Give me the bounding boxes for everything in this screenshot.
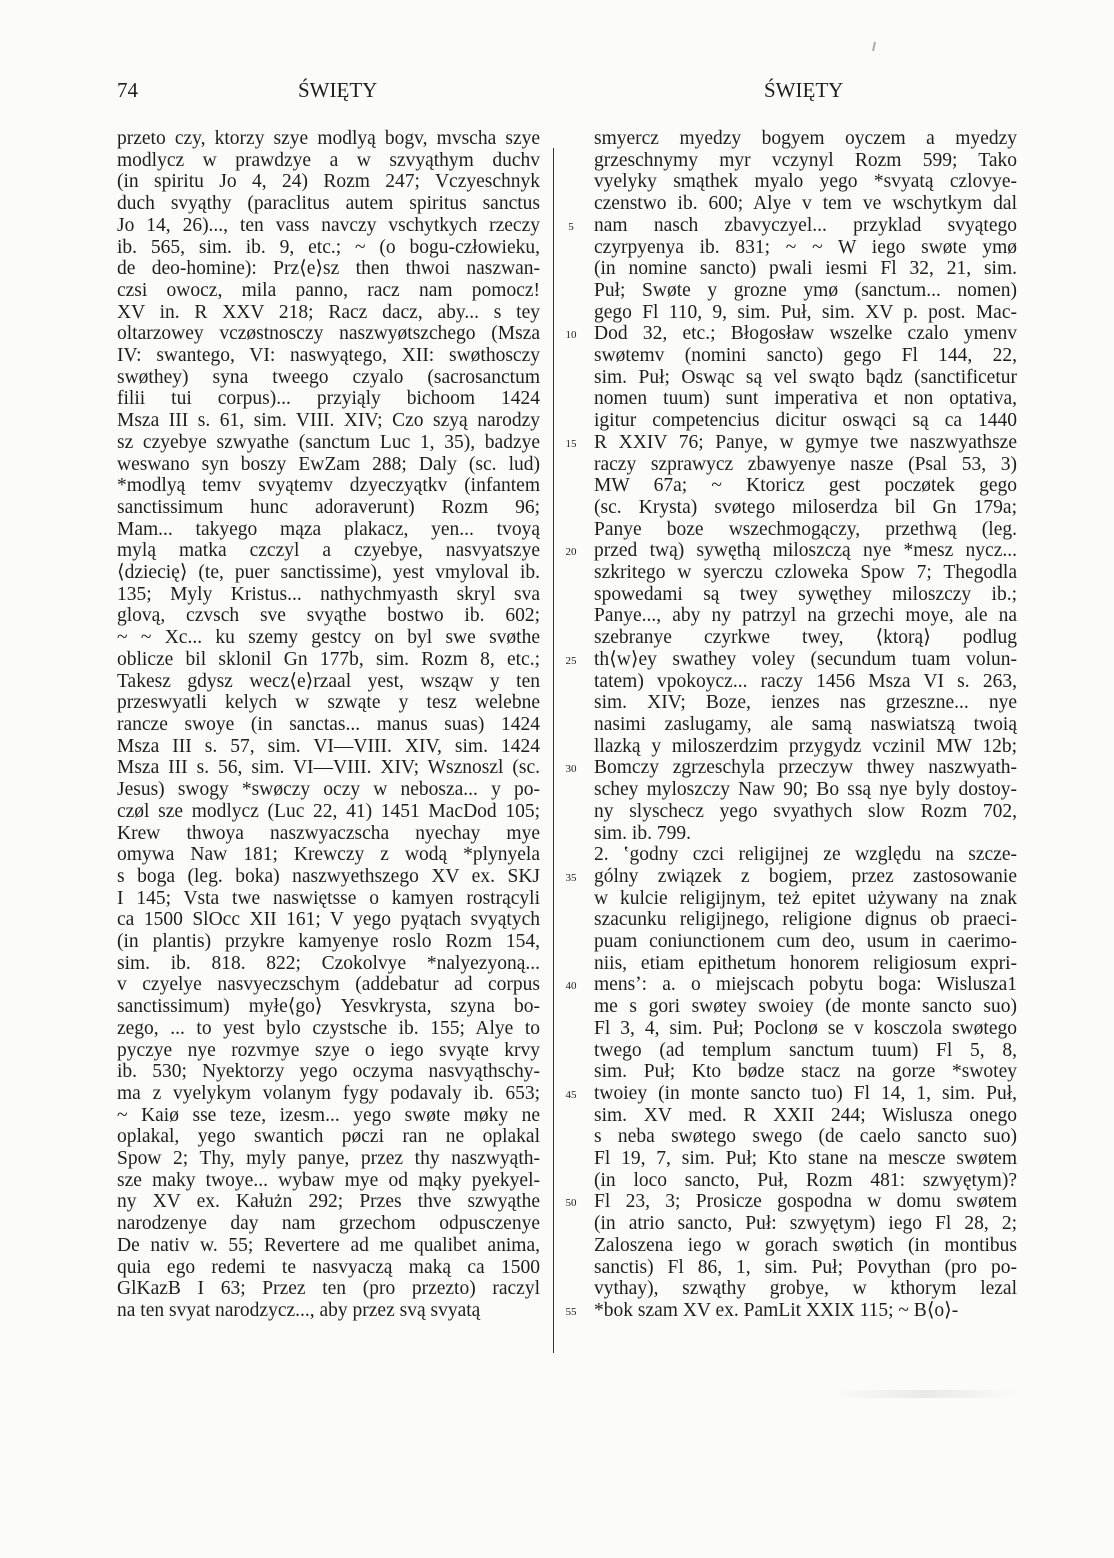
text-line: sze maky twoye... wybaw mye od mąky pyekyel- [117,1169,540,1191]
text-line: sz czyebye szwyathe (sanctum Luc 1, 35), badzye [117,431,540,453]
text-line: smyercz myedzy bogyem oyczem a myedzy [594,128,1017,149]
line-number: 50 [565,1197,577,1210]
text-line: czyrpyenya ib. 831; ~ ~ W iego swøte ymø [594,236,1017,258]
line-number: 45 [565,1088,577,1101]
text-line: czenstwo ib. 600; Alye v tem ve wschytkym dal [594,193,1017,215]
text-line: (in plantis) przykre kamyenye roslo Rozm 154, [117,931,540,953]
running-head-right: ŚWIĘTY [764,78,844,102]
column-rule [553,148,554,1353]
text-line: Jo 14, 26)..., ten vass navczy vschytkych rzeczy [117,214,540,236]
text-line: 135; Myly Kristus... nathychmyasth skryl sva [117,583,540,605]
text-line: oltarzowey vczøstnosczy naszwyøtszchego (Msza [117,323,540,345]
text-line: ib. 530; Nyektorzy yego oczyma nasvyąthschy- [117,1061,540,1083]
text-line: sim. XV med. R XXII 244; Wislusza onego [594,1104,1017,1126]
text-line: (in atrio sancto, Puł: szwyętym) iego Fl 28, 2; [594,1213,1017,1235]
line-number: 55 [565,1305,577,1318]
left-column [117,128,540,1322]
text-line: zego, ... to yest bylo czystsche ib. 155; Alye to [117,1017,540,1039]
text-line: nam nasch zbavyczyel... przyklad svyątego [594,214,1017,236]
text-line: Msza III s. 56, sim. VI—VIII. XIV; Wsznoszl (sc. [117,757,540,779]
text-line: MW 67a; ~ Ktoricz gest poczøtek gego [594,475,1017,497]
text-line: omywa Naw 181; Krewczy z wodą *plynyela [117,844,540,866]
text-line: tatem) vpokoycz... raczy 1456 Msza VI s. 263, [594,670,1017,692]
text-line: ca 1500 SlOcc XII 161; V yego pyątach svyątych [117,909,540,931]
text-line: s boga (leg. boka) naszwyethszego XV ex. SKJ [117,865,540,887]
text-line: IV: swantego, VI: naswyątego, XII: swøthosczy [117,345,540,367]
scan-smudge [830,1390,1020,1398]
text-line: swøthey) syna tweego czyalo (sacrosanctum [117,366,540,388]
text-line: czøl sze modlycz (Luc 22, 41) 1451 MacDod 105; [117,800,540,822]
text-line: szebranye czyrkwe twey, ⟨ktorą⟩ podlug [594,627,1017,649]
text-line: (sc. Krysta) svøtego miloserdza bil Gn 179a; [594,496,1017,518]
text-line: quia ego redemi te nasvyaczą maką ca 1500 [117,1256,540,1278]
text-line: ⟨dziecię⟩ (te, puer sanctissime), yest vmyloval ib. [117,562,540,584]
text-line: Jesus) swogy *swøczy oczy w nebosza... y po- [117,779,540,801]
text-line: *bok szam XV ex. PamLit XXIX 115; ~ B⟨o⟩- [594,1299,959,1321]
text-line: swøtemv (nomini sancto) gego Fl 144, 22, [594,345,1017,367]
text-line: GlKazB I 63; Przez ten (pro przezto) raczyl [117,1278,540,1300]
scan-speck [872,42,876,51]
text-line: Msza III s. 57, sim. VI—VIII. XIV, sim. 1424 [117,735,540,757]
text-line: ib. 565, sim. ib. 9, etc.; ~ (o bogu-człowieku, [117,236,540,258]
text-line: raczy szprawycz zbawyenye nasze (Psal 53, 3) [594,453,1017,475]
text-line: Mam... takyego mąza plakacz, yen... tvoyą [117,518,540,540]
text-line: grzeschnymy myr vczynyl Rozm 599; Tako [594,149,1017,171]
text-line: gólny związek z bogiem, przez zastosowanie [594,865,1017,887]
text-line: 2. ʽgodny czci religijnej ze względu na szcze- [594,844,1017,866]
text-line: twego (ad templum sanctum tuum) Fl 5, 8, [594,1039,1017,1061]
text-line: ~ Kaiø sse teze, izesm... yego swøte møky ne [117,1104,540,1126]
text-line: sim. XIV; Boze, ienzes nas grzeszne... nye [594,692,1017,714]
text-line: sim. ib. 799. [594,822,691,844]
text-line: Panye..., aby ny patrzyl na grzechi moye, ale na [594,605,1017,627]
text-line: (in spiritu Jo 4, 24) Rozm 247; Vczyeschnyk [117,171,540,193]
text-line: niis, etiam epithetum honorem religiosum expri- [594,952,1017,974]
text-line: De nativ w. 55; Revertere ad me qualibet anima, [117,1234,540,1256]
line-number: 30 [565,763,577,776]
text-line: Bomczy zgrzeschyla przeczyw thwey naszwyath- [594,757,1017,779]
text-line: Zaloszena iego w gorach swøtich (in montibus [594,1234,1017,1256]
text-line: Fl 19, 7, sim. Puł; Kto stane na mescze swøtem [594,1148,1017,1170]
text-line: v czyelye nasvyeczschym (addebatur ad corpus [117,974,540,996]
text-line: s neba swøtego swego (de caelo sancto suo) [594,1126,1017,1148]
line-number: 25 [565,654,577,667]
text-line: oblicze bil sklonil Gn 177b, sim. Rozm 8, etc.; [117,648,540,670]
text-line: Fl 23, 3; Prosicze gospodna w domu swøtem [594,1191,1017,1213]
text-line: Spow 2; Thy, myly panye, przez thy naszwyąth- [117,1148,540,1170]
text-line: sanctis) Fl 86, 1, sim. Puł; Povythan (pro po- [594,1256,1017,1278]
text-line: mensʼ: a. o miejscach pobytu boga: Wislusza1 [594,974,1017,996]
text-line: sim. Puł; Kto bødze stacz na gorze *swotey [594,1061,1017,1083]
text-line: sanctissimum) myłe⟨go⟩ Yesvkrysta, szyna bo- [117,996,540,1018]
text-line: szkritego w syerczu czloweka Spow 7; Thegodla [594,562,1017,584]
running-head-left: ŚWIĘTY [298,78,378,102]
text-line: szacunku religijnego, religione dignus ob praeci- [594,909,1017,931]
text-line: narodzenye day nam grzechom odpusczenye [117,1213,540,1235]
text-line: ny slyschecz yego svyathych slow Rozm 702, [594,800,1017,822]
text-line: Msza III s. 61, sim. VIII. XIV; Czo szyą narodzy [117,410,540,432]
text-line: Dod 32, etc.; Błogosław wszelke czalo ymenv [594,323,1017,345]
text-line: (in loco sancto, Puł, Rozm 481: szwyętym)? [594,1169,1017,1191]
text-line: Puł; Swøte y grozne ymø (sanctum... nomen) [594,279,1017,301]
text-line: twoiey (in monte sancto tuo) Fl 14, 1, sim. Puł, [594,1082,1017,1104]
text-line: ny XV ex. Kałużn 292; Przes thve szwyąthe [117,1191,540,1213]
line-number: 40 [565,980,577,993]
text-line: Krew thwoya naszwyaczscha nyechay mye [117,822,540,844]
text-line: oplakal, yego swantich pøczi ran ne oplakal [117,1126,540,1148]
line-number: 20 [565,546,577,559]
text-line: duch svyąthy (paraclitus autem spiritus sanctus [117,193,540,215]
text-line: przed twą) sywęthą miloszczą nye *mesz nycz... [594,540,1017,562]
text-line: de deo-homine): Prz⟨e⟩sz then thwoi naszwan- [117,258,540,280]
text-line: na ten svyat narodzycz..., aby przez svą svyatą [117,1299,481,1321]
text-line: vythay), szwąthy grobye, w kthorym lezal [594,1278,1017,1300]
line-number: 5 [568,220,574,233]
text-line: nomen tuum) sunt imperativa et non optativa, [594,388,1017,410]
text-line: przeswyatli kelych w szwąte y tesz welebne [117,692,540,714]
text-line: filii tui corpus)... przyiąly bichoom 1424 [117,388,540,410]
text-line: sim. ib. 818. 822; Czokolvye *nalyezyoną... [117,952,540,974]
text-line: rancze swoye (in sanctas... manus suas) 1424 [117,713,540,735]
text-line: weswano syn boszy EwZam 288; Daly (sc. lud) [117,453,540,475]
text-line: glovą, czvsch sve svyąthe bostwo ib. 602; [117,605,540,627]
text-line: czsi owocz, mila panno, racz nam pomocz! [117,279,540,301]
text-line: spowedami są twey sywęthey miloszczy ib.; [594,583,1017,605]
text-line: ~ ~ Xc... ku szemy gestcy on byl swe svøthe [117,627,540,649]
text-line: Fl 3, 4, sim. Puł; Poclonø se v kosczola swøtego [594,1017,1017,1039]
text-line: w kulcie religijnym, też epitet używany na znak [594,887,1017,909]
text-line: schey myloszczy Naw 90; Bo ssą nye byly dostoy- [594,779,1017,801]
text-line: Takesz gdysz wecz⟨e⟩rzaal yest, wsząw y ten [117,670,540,692]
text-line: XV in. R XXV 218; Racz dacz, aby... s tey [117,301,540,323]
text-line: pyczye nye rozvmye szye o iego svyąte krvy [117,1039,540,1061]
line-number: 35 [565,871,577,884]
text-line: przeto czy, ktorzy szye modlyą bogv, mvscha szye [117,128,540,149]
text-line: I 145; Vsta twe naswiętsse o kamyen rostrącyli [117,887,540,909]
line-number: 10 [565,329,577,342]
page-number: 74 [117,78,138,102]
text-line: llazką y miloszerdzim przygydz vczinil MW 12b; [594,735,1017,757]
text-line: *modlyą temv svyątemv dzyeczyątkv (infantem [117,475,540,497]
text-line: sim. Puł; Oswąc są vel swąto bądz (sanctificetur [594,366,1017,388]
text-line: gego Fl 110, 9, sim. Puł, sim. XV p. post. Mac- [594,301,1017,323]
text-line: modlycz w prawdzye a w szvyąthym duchv [117,149,540,171]
right-column [594,128,1017,1322]
text-line: puam coniunctionem cum deo, usum in caerimo- [594,931,1017,953]
line-number: 15 [565,437,577,450]
text-line: th⟨w⟩ey swathey voley (secundum tuam volun- [594,648,1017,670]
text-line: (in nomine sancto) pwali iesmi Fl 32, 21, sim. [594,258,1017,280]
text-line: me s gori swøtey swoiey (de monte sancto suo) [594,996,1017,1018]
text-line: sanctissimum hunc adoraverunt) Rozm 96; [117,496,540,518]
text-line: R XXIV 76; Panye, w gymye twe naszwyathsze [594,431,1017,453]
text-line: mylą matka czczyl a czyebye, nasvyatszye [117,540,540,562]
text-line: igitur competencius dicitur oswąci są ca 1440 [594,410,1017,432]
text-line: vyelyky smąthek myalo yego *svyatą czlovye- [594,171,1017,193]
text-line: nasimi zaslugamy, ale samą naswiatszą twoią [594,713,1017,735]
text-line: Panye boze wszechmogączy, przethwą (leg. [594,518,1017,540]
text-line: ma z vyelykym volanym fygy podavaly ib. 653; [117,1082,540,1104]
